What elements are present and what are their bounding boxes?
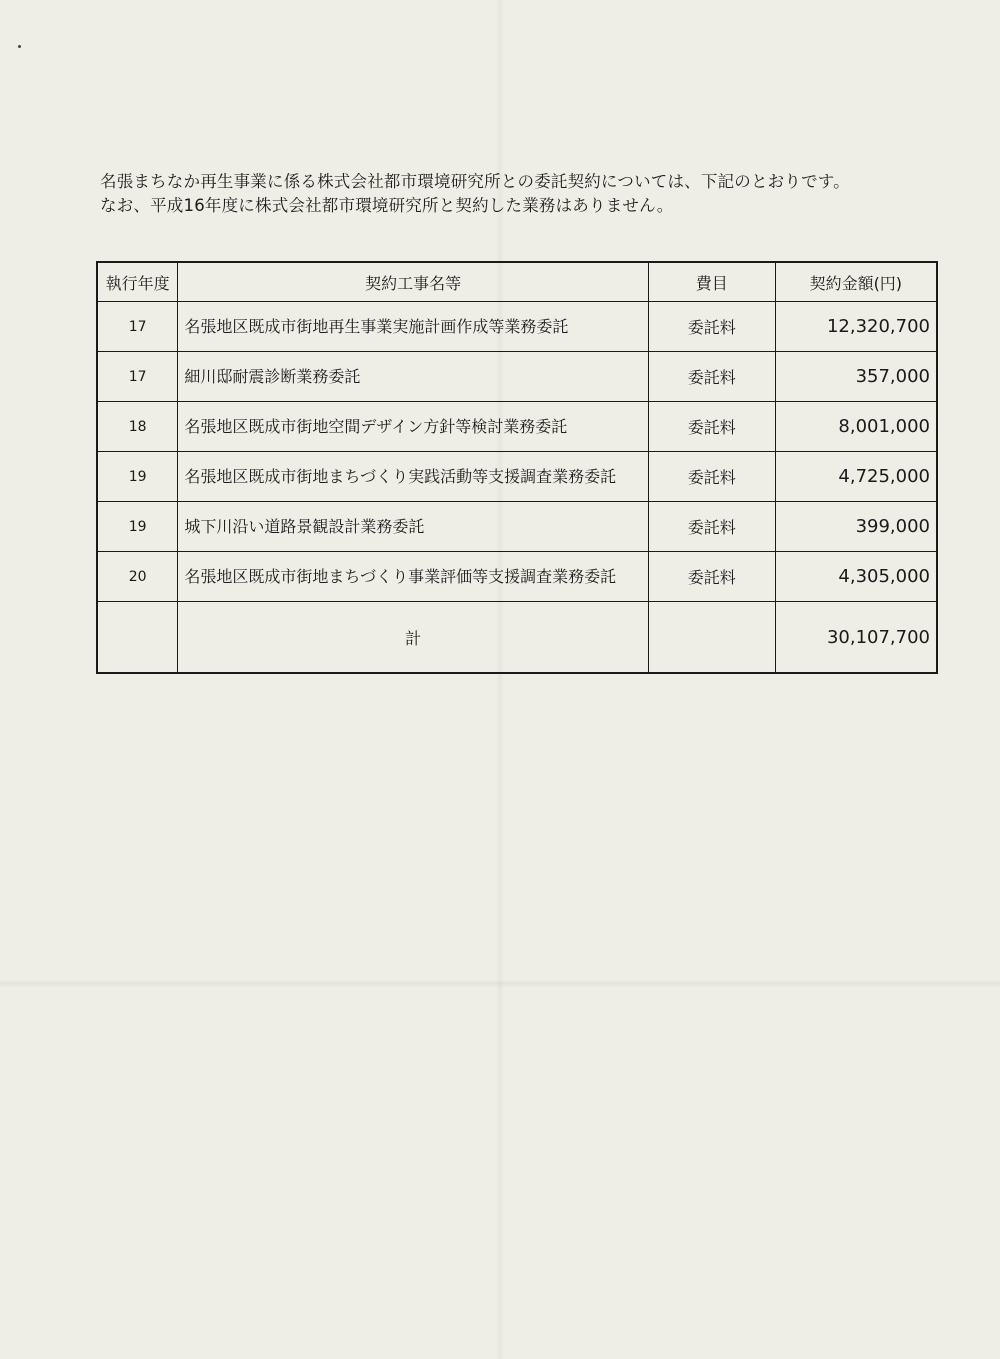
row-name: 名張地区既成市街地まちづくり事業評価等支援調査業務委託	[178, 552, 649, 602]
table-row	[97, 352, 937, 402]
total-year-cell	[97, 602, 178, 674]
row-name: 名張地区既成市街地再生事業実施計画作成等業務委託	[178, 302, 649, 352]
intro-text	[100, 170, 960, 218]
row-year: 19	[97, 452, 178, 502]
row-category: 委託料	[648, 402, 775, 452]
total-row	[97, 602, 937, 674]
row-category: 委託料	[648, 352, 775, 402]
row-amount: 399,000	[775, 502, 937, 552]
paper-speck	[18, 45, 21, 48]
intro-line-1: 名張まちなか再生事業に係る株式会社都市環境研究所との委託契約については、下記のとおりです。	[100, 172, 850, 191]
row-year: 17	[97, 302, 178, 352]
row-amount: 8,001,000	[775, 402, 937, 452]
intro-line-2: なお、平成16年度に株式会社都市環境研究所と契約した業務はありません。	[100, 196, 674, 215]
table-row	[97, 452, 937, 502]
header-year: 執行年度	[97, 262, 178, 302]
header-amount: 契約金額(円)	[775, 262, 937, 302]
row-year: 20	[97, 552, 178, 602]
header-category: 費目	[648, 262, 775, 302]
row-amount: 4,725,000	[775, 452, 937, 502]
total-amount: 30,107,700	[775, 602, 937, 674]
row-year: 17	[97, 352, 178, 402]
row-name: 城下川沿い道路景観設計業務委託	[178, 502, 649, 552]
total-category-cell	[648, 602, 775, 674]
row-name: 名張地区既成市街地まちづくり実践活動等支援調査業務委託	[178, 452, 649, 502]
row-name: 名張地区既成市街地空間デザイン方針等検討業務委託	[178, 402, 649, 452]
header-name: 契約工事名等	[178, 262, 649, 302]
row-category: 委託料	[648, 502, 775, 552]
table-row	[97, 552, 937, 602]
table-row	[97, 402, 937, 452]
row-category: 委託料	[648, 552, 775, 602]
contracts-table	[96, 261, 938, 674]
row-name: 細川邸耐震診断業務委託	[178, 352, 649, 402]
row-category: 委託料	[648, 452, 775, 502]
row-year: 19	[97, 502, 178, 552]
total-label: 計	[178, 602, 649, 674]
row-amount: 12,320,700	[775, 302, 937, 352]
row-category: 委託料	[648, 302, 775, 352]
row-amount: 4,305,000	[775, 552, 937, 602]
table-header-row	[97, 262, 937, 302]
table-row	[97, 302, 937, 352]
table-row	[97, 502, 937, 552]
row-year: 18	[97, 402, 178, 452]
row-amount: 357,000	[775, 352, 937, 402]
